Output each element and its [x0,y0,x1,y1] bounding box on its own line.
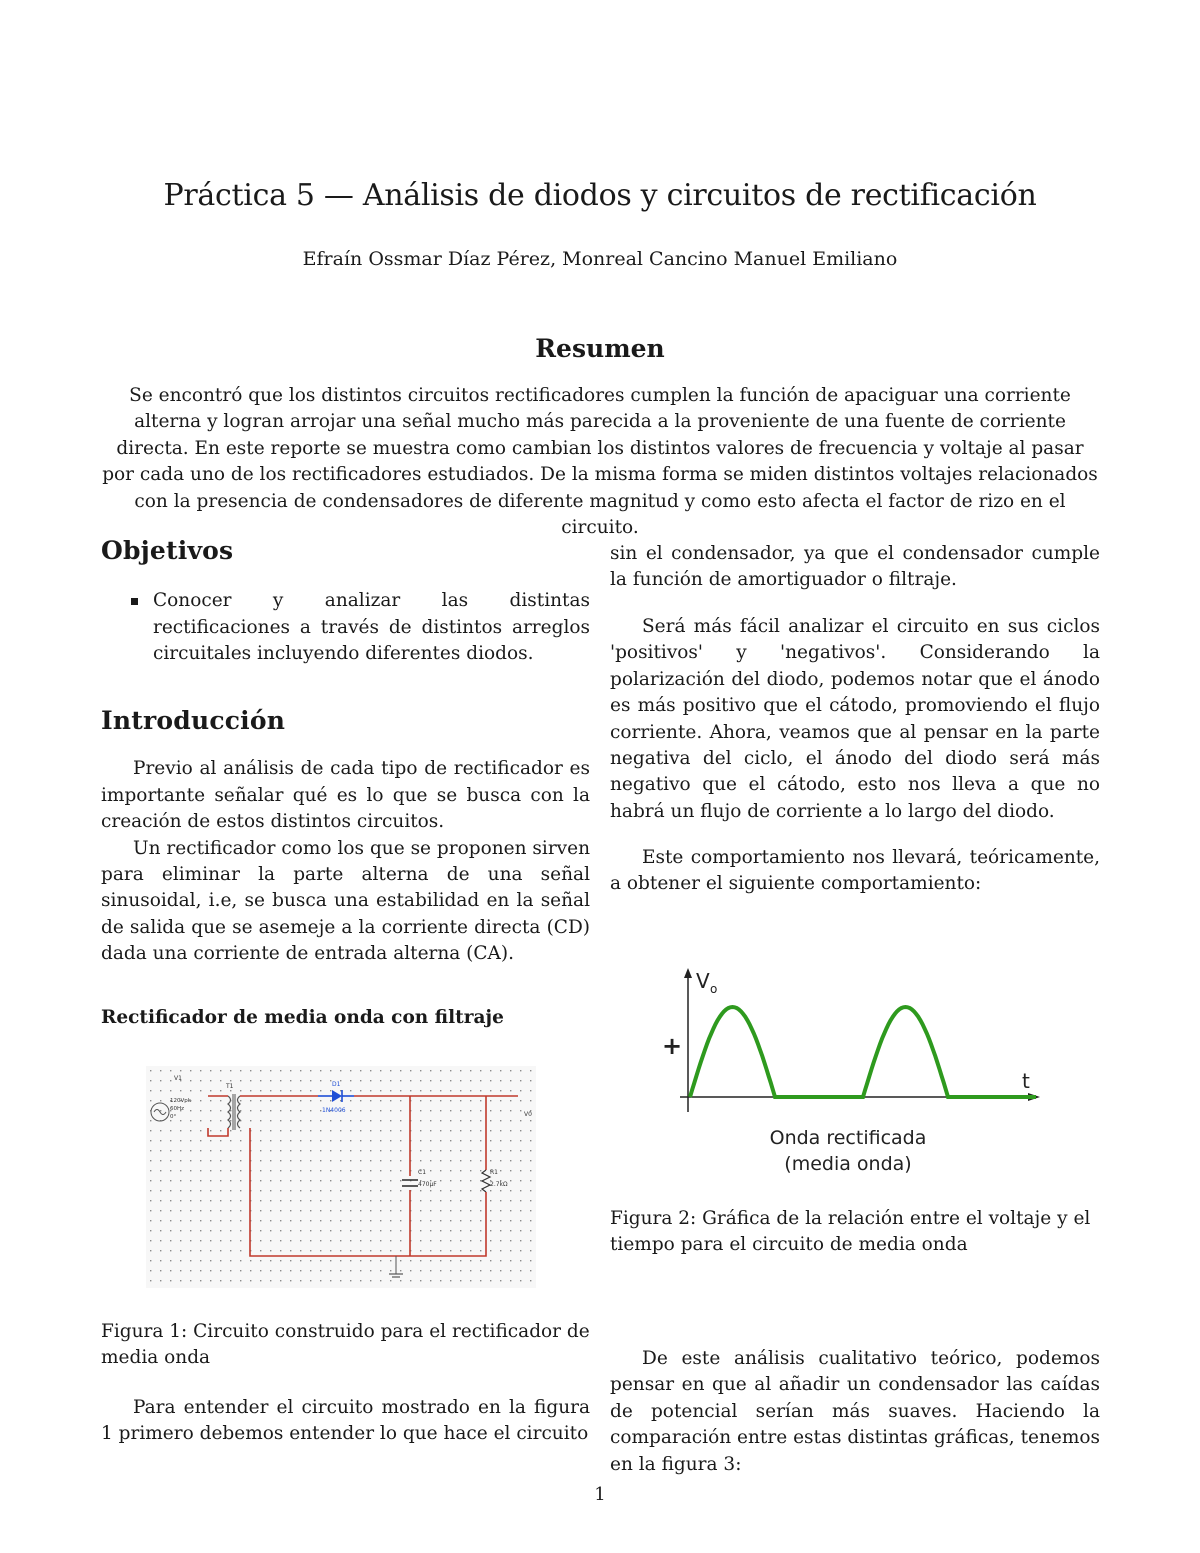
circuit-diagram [146,1066,536,1288]
section-objetivos [101,538,590,668]
paper-title: Práctica 5 — Análisis de diodos y circuitos de rectificación [163,178,1037,213]
list-item [101,588,590,667]
grid-background [146,1066,536,1288]
c1-label: C1 [418,1169,427,1176]
y-axis-subscript: o [710,982,718,996]
authors: Efraín Ossmar Díaz Pérez, Monreal Cancino Manuel Emiliano [302,248,898,270]
y-axis-label: V [696,969,710,993]
page-number: 1 [594,1484,606,1505]
output-label: V0 [524,1111,532,1118]
paragraph-text: De este análisis cualitativo teórico, podemos pensar en que al añadir un condensador las caídas de potencial serían más suaves. Haciendo la comparación entre estas distintas gráficas, tenemos en la figura 3: [610,1348,1100,1475]
objetivos-heading: Objetivos [101,536,234,565]
figure-2-caption: Figura 2: Gráfica de la relación entre el voltaje y el tiempo para el circuito de media onda [610,1208,1091,1256]
y-axis-arrow-icon [684,968,692,978]
circuit-figure [146,1066,536,1288]
paragraph-text: Para entender el circuito mostrado en la figura 1 primero debemos entender lo que hace el circuito [101,1397,590,1445]
r1-value: 2.7kΩ [490,1181,508,1188]
abstract-heading: Resumen [535,334,665,363]
waveform-figure [650,962,1050,1184]
bullet-icon [131,598,138,605]
v1-label: V1 [174,1075,182,1082]
r1-label: R1 [490,1169,498,1176]
x-axis-label: t [1022,1069,1030,1093]
paragraph-text: Será más fácil analizar el circuito en sus ciclos 'positivos' y 'negativos'. Considerando la polarización del diodo, podemos notar que el ánodo es más positivo que el cátodo, promoviendo el flujo corriente. Ahora, veamos que al pensar en la parte negativa del ciclo, el ánodo del diodo será más negativo que el cátodo, esto nos lleva a que no habrá un flujo de corriente a lo largo del diodo. [610,616,1100,822]
paragraph-text: Este comportamiento nos llevará, teóricamente, a obtener el siguiente comportamiento: [610,847,1100,895]
objetivos-list [101,588,590,667]
paragraph-text: sin el condensador, ya que el condensador cumple la función de amortiguador o filtraje. [610,543,1100,591]
right-paragraph-2 [610,614,1100,825]
intro-paragraph-1: Previo al análisis de cada tipo de rectificador es importante señalar qué es lo que se busca con la creación de estos distintos circuitos. [101,758,590,833]
right-paragraph-3 [610,845,1100,898]
intro-paragraph-2: Un rectificador como los que se proponen sirven para eliminar la parte alterna de una señal sinusoidal, i.e, se busca una estabilidad en la señal de salida que se asemeje a la corriente directa (CD) dada una corriente de entrada alterna (CA). [101,837,590,965]
plus-sign: + [662,1032,683,1060]
v1-freq: 60Hz [170,1106,185,1112]
rectified-wave-line [690,1007,1036,1097]
figure-1-caption: Figura 1: Circuito construido para el rectificador de media onda [101,1321,590,1369]
c1-value: 470µF [418,1181,437,1188]
t1-label: T1 [226,1083,234,1090]
right-paragraph-1 [610,541,1100,594]
introduccion-heading: Introducción [101,706,286,735]
v1-phase: 0° [170,1114,177,1120]
d1-model: 1N4006 [322,1107,346,1114]
abstract-text: Se encontró que los distintos circuitos rectificadores cumplen la función de apaciguar una corriente alterna y logran arrojar una señal mucho más parecida a la proveniente de una fuente de corriente directa. En este reporte se muestra como cambian los distintos valores de frecuencia y voltaje al pasar por cada uno de los rectificadores estudiados. De la misma forma se miden distintos voltajes relacionados con la presencia de condensadores de diferente magnitud y como esto afecta el factor de rizo en el circuito. [102,385,1098,539]
subsection-title: Rectificador de media onda con filtraje [101,1007,504,1028]
subsection-heading [101,1007,590,1028]
left-final-paragraph [101,1395,590,1448]
chart-title-line-1: Onda rectificada [769,1127,927,1149]
d1-label: D1 [332,1081,341,1088]
right-paragraph-4 [610,1346,1100,1478]
chart-title-line-2: (media onda) [784,1153,912,1175]
objetivo-text: Conocer y analizar las distintas rectificaciones a través de distintos arreglos circuitales incluyendo diferentes diodos. [153,590,590,665]
v1-value: 120Vpk [170,1098,191,1104]
section-introduccion [101,708,590,968]
waveform-chart [650,962,1050,1184]
